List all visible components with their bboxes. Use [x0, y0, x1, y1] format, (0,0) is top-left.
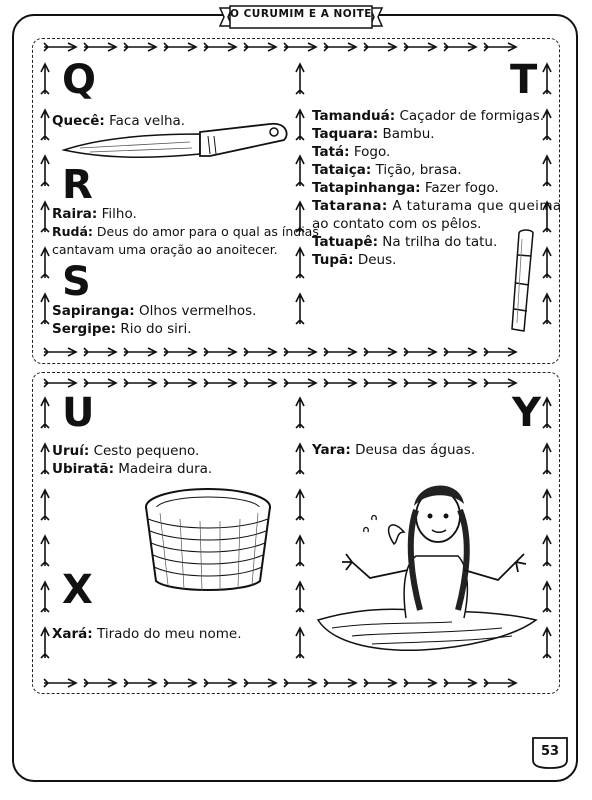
entry-tamandua: Tamanduá: Caçador de formigas. — [312, 108, 545, 124]
entry-tataica: Tataiça: Tição, brasa. — [312, 162, 462, 178]
entry-quece: Quecê: Faca velha. — [52, 113, 186, 129]
bamboo-icon — [504, 225, 540, 335]
entry-tata: Tatá: Fogo. — [312, 144, 391, 160]
arrow-column-left-top — [38, 60, 52, 340]
letter-r: R — [62, 162, 93, 208]
letter-x: X — [62, 567, 93, 613]
entry-sapiranga: Sapiranga: Olhos vermelhos. — [52, 303, 257, 319]
arrow-column-mid-bottom — [293, 394, 307, 672]
letter-y: Y — [512, 390, 541, 436]
entry-tupa: Tupã: Deus. — [312, 252, 397, 268]
entry-xara: Xará: Tirado do meu nome. — [52, 626, 242, 642]
arrow-border-top-2 — [40, 345, 552, 359]
page-number: 53 — [540, 744, 560, 759]
page-title: O CURUMIM E A NOITE — [230, 8, 372, 20]
mermaid-icon — [312, 470, 540, 670]
letter-u: U — [62, 390, 95, 436]
entry-sergipe: Sergipe: Rio do siri. — [52, 321, 192, 337]
entry-ruda-line2: cantavam uma oração ao anoitecer. — [52, 242, 278, 257]
basket-icon — [140, 485, 276, 597]
entry-taquara: Taquara: Bambu. — [312, 126, 435, 142]
entry-yara: Yara: Deusa das águas. — [312, 442, 476, 458]
arrow-column-mid-top — [293, 60, 307, 340]
knife-icon — [60, 120, 292, 170]
entry-tatuape: Tatuapê: Na trilha do tatu. — [312, 234, 498, 250]
arrow-column-right-bottom — [540, 394, 554, 672]
entry-ubirata: Ubiratã: Madeira dura. — [52, 461, 213, 477]
entry-raira: Raira: Filho. — [52, 206, 137, 222]
letter-s: S — [62, 259, 91, 305]
letter-t: T — [510, 57, 538, 103]
arrow-column-left-bottom — [38, 394, 52, 672]
entry-ruda: Rudá: Deus do amor para o qual as índias — [52, 224, 319, 239]
entry-urui: Uruí: Cesto pequeno. — [52, 443, 200, 459]
arrow-border-bottom-2 — [40, 676, 552, 690]
arrow-border-bottom-1 — [40, 376, 552, 390]
letter-q: Q — [62, 57, 97, 103]
arrow-border-top-1 — [40, 40, 552, 54]
entry-tatapinhanga: Tatapinhanga: Fazer fogo. — [312, 180, 499, 196]
entry-tatarana-line2: ao contato com os pêlos. — [312, 216, 482, 232]
entry-tatarana: Tatarana: A taturama que queima — [312, 198, 562, 214]
